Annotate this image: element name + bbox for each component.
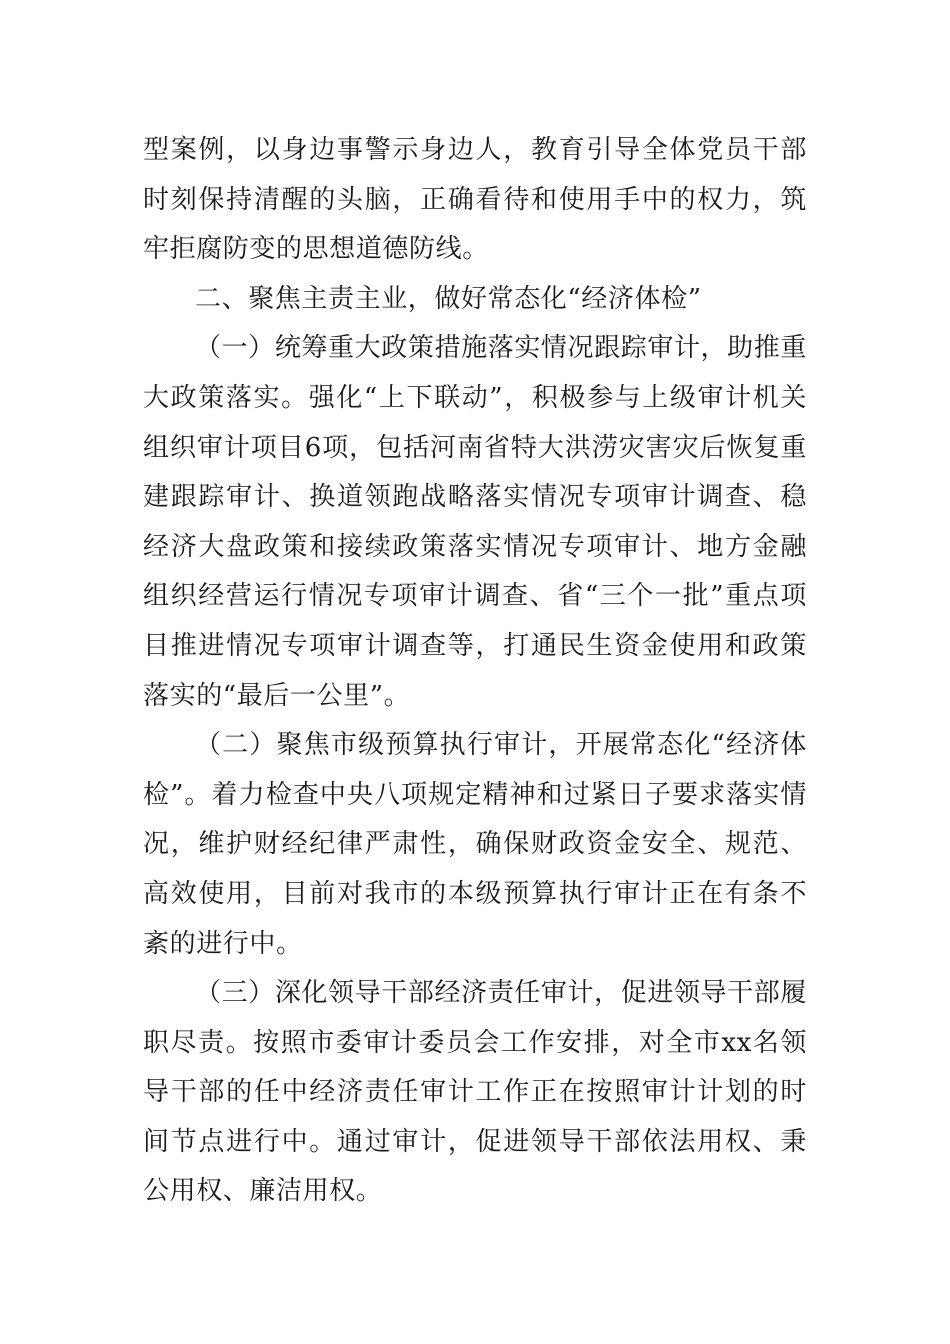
paragraph-continuation: 型案例，以身边事警示身边人，教育引导全体党员干部时刻保持清醒的头脑，正确看待和使用手中的权力，筑牢拒腐防变的思想道德防线。 [143, 135, 807, 265]
paragraph-item-3: （三）深化领导干部经济责任审计，促进领导干部履职尽责。按照市委审计委员会工作安排，对全市xx名领导干部的任中经济责任审计工作正在按照审计计划的时间节点进行中。通过审计，促进领导干部依法用权、秉公用权、廉洁用权。 [143, 978, 807, 1207]
section-heading-2: 二、聚焦主责主业，做好常态化“经济体检” [195, 283, 702, 314]
paragraph-item-2: （二）聚焦市级预算执行审计，开展常态化“经济体检”。着力检查中央八项规定精神和过紧日子要求落实情况，维护财经纪律严肃性，确保财政资金安全、规范、高效使用，目前对我市的本级预算执行审计正在有条不紊的进行中。 [143, 730, 807, 959]
document-body [143, 126, 807, 1217]
paragraph-item-1: （一）统筹重大政策措施落实情况跟踪审计，助推重大政策落实。强化“上下联动”，积极参与上级审计机关组织审计项目6项，包括河南省特大洪涝灾害灾后恢复重建跟踪审计、换道领跑战略落实情况专项审计调查、稳经济大盘政策和接续政策落实情况专项审计、地方金融组织经营运行情况专项审计调查、省“三个一批”重点项目推进情况专项审计调查等，打通民生资金使用和政策落实的“最后一公里”。 [143, 333, 807, 711]
